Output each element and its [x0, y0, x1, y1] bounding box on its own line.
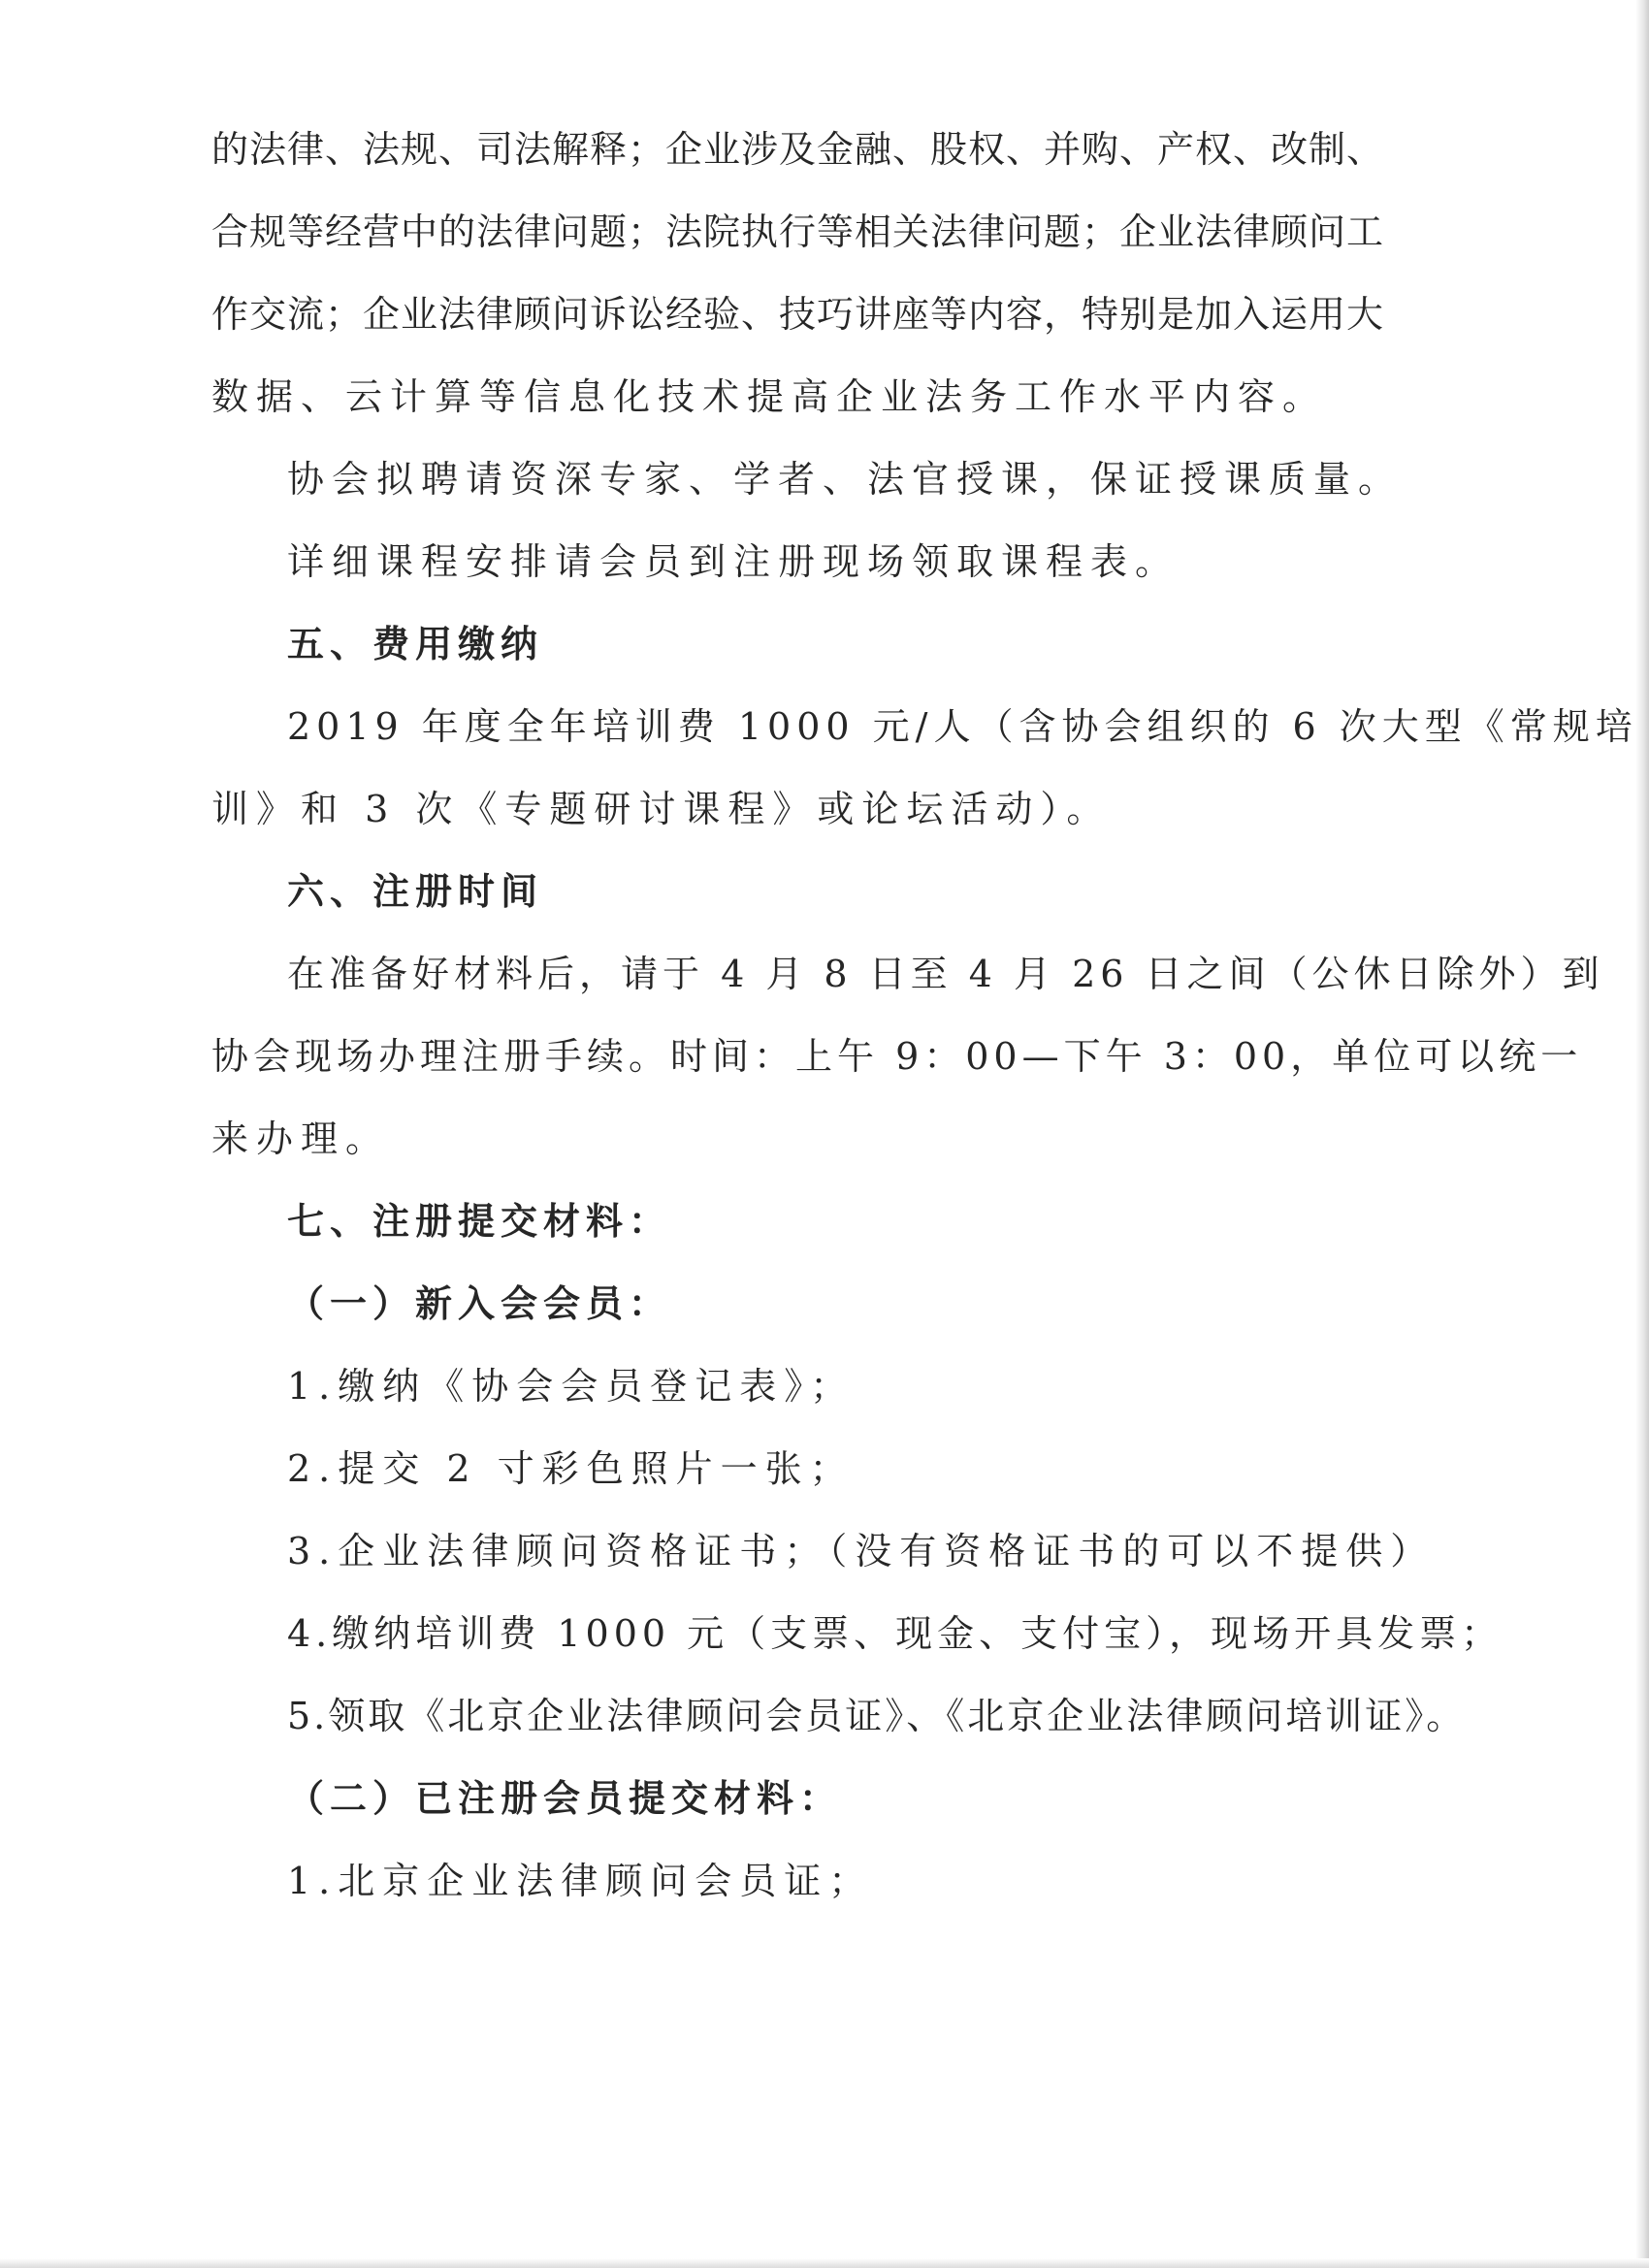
scan-edge-right — [1635, 0, 1649, 2268]
paragraph-line: 训》和 3 次《专题研讨课程》或论坛活动）。 — [211, 788, 1112, 830]
list-item: 4.缴纳培训费 1000 元（支票、现金、支付宝），现场开具发票； — [287, 1612, 1504, 1655]
paragraph-line: 2019 年度全年培训费 1000 元/人（含协会组织的 6 次大型《常规培 — [287, 705, 1638, 748]
list-item: 5.领取《北京企业法律顾问会员证》、《北京企业法律顾问培训证》。 — [287, 1695, 1467, 1737]
document-page — [211, 0, 1638, 2268]
paragraph-line: 协会现场办理注册手续。时间：上午 9：00—下午 3：00，单位可以统一 — [211, 1035, 1583, 1078]
paragraph-line: 的法律、法规、司法解释；企业涉及金融、股权、并购、产权、改制、 — [211, 128, 1383, 171]
subsection-heading: （二）已注册会员提交材料： — [287, 1776, 843, 1820]
paragraph-line: 作交流；企业法律顾问诉讼经验、技巧讲座等内容，特别是加入运用大 — [211, 293, 1383, 336]
section-heading: 六、注册时间 — [287, 869, 544, 913]
paragraph-line: 来办理。 — [211, 1118, 391, 1160]
section-heading: 五、费用缴纳 — [287, 622, 544, 665]
paragraph-line: 在准备好材料后，请于 4 月 8 日至 4 月 26 日之间（公休日除外）到 — [287, 953, 1604, 995]
paragraph-line: 数据、云计算等信息化技术提高企业法务工作水平内容。 — [211, 375, 1328, 418]
list-item: 1.缴纳《协会会员登记表》； — [287, 1365, 856, 1408]
section-heading: 七、注册提交材料： — [287, 1199, 672, 1243]
list-item: 3.企业法律顾问资格证书；（没有资格证书的可以不提供） — [287, 1530, 1436, 1572]
paragraph-line: 详细课程安排请会员到注册现场领取课程表。 — [287, 540, 1180, 583]
subsection-heading: （一）新入会会员： — [287, 1281, 672, 1325]
list-item: 2.提交 2 寸彩色照片一张； — [287, 1447, 855, 1490]
paragraph-line: 协会拟聘请资深专家、学者、法官授课，保证授课质量。 — [287, 458, 1404, 501]
paragraph-line: 合规等经营中的法律问题；法院执行等相关法律问题；企业法律顾问工 — [211, 211, 1383, 253]
list-item: 1.北京企业法律顾问会员证； — [287, 1860, 874, 1902]
